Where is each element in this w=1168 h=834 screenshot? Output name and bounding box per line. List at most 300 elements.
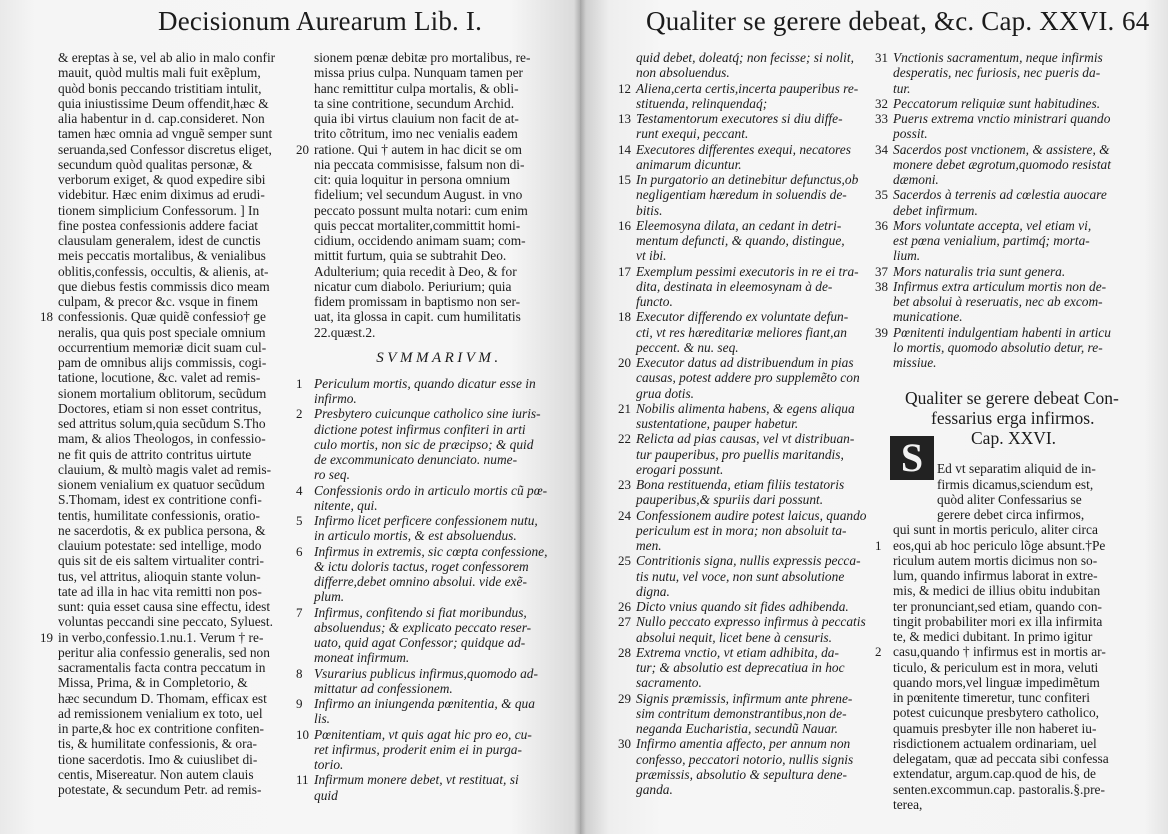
page-number: 64 [1122,6,1150,36]
text-line [893,294,1155,309]
line-text: Infirmum monere debet, vt restituat, si [314,772,519,788]
margin-number: 21 [618,400,631,416]
text-line [314,81,564,96]
text-line [636,65,864,80]
text-line [636,721,864,736]
text-line [636,233,864,248]
line-text: Infirmus, confitendo si fiat moribundus, [314,604,527,620]
text-line [618,553,864,569]
line-text: confesso, peccatori notorio, nullis signis [636,751,854,767]
margin-number: 8 [296,665,303,681]
text-line [636,126,864,141]
text-line [314,620,564,635]
line-text: peritur alia confessio generalis, sed non [58,644,270,660]
line-text: bitis. [636,202,663,218]
text-line [58,279,298,294]
line-text: quamuis presbyter ille non haberet iu- [893,720,1097,736]
text-line [58,81,298,96]
margin-number: 17 [618,263,631,279]
text-line [314,294,564,309]
text-line [58,767,298,782]
text-line [893,157,1155,172]
text-line [58,660,298,675]
line-text: sionem venialium ex quatuor secũdum [58,477,265,492]
line-text: Mors naturalis tria sunt genera. [893,263,1066,279]
margin-number: 7 [296,604,303,620]
text-line [636,203,864,218]
line-text: mittatur ad confessionem. [314,680,453,696]
margin-number: 20 [296,141,309,157]
line-text: Pœnitentiam, vt quis agat hic pro eo, cu- [314,726,532,742]
line-text: in pœnitente timeretur, tunc confiteri [893,690,1090,705]
margin-number: 20 [618,355,631,370]
line-text: Nullo peccato expresso infirmus à peccatis [636,614,866,630]
text-line [58,370,298,385]
margin-number: 37 [875,263,888,279]
text-line [296,513,564,528]
margin-number: 28 [618,644,631,660]
text-line [893,355,1155,370]
text-line [893,782,1155,797]
text-line [893,690,1155,705]
line-text: tione sacerdotis. Imo & cuiuslibet di- [58,751,258,767]
text-line [58,599,298,614]
line-text: delegatam, quæ ad peccata sibi confessa [893,751,1109,766]
text-line [636,630,864,645]
line-text: extendatur, argum.cap.quod de his, de [893,766,1096,782]
line-text: tis, & humilitate confessionis, & ora- [58,736,257,752]
text-line [618,400,864,416]
line-text: desperatis, nec furiosis, nec pueris da- [893,65,1101,81]
text-line [314,788,564,803]
line-text: tus, vel attritus, alioquin stante volun- [58,568,261,584]
margin-number: 36 [875,217,888,233]
text-line [314,574,564,589]
line-text: ganda. [636,782,673,797]
text-line [296,141,564,157]
line-text: lum, quando infirmus laborat in extre- [893,568,1098,583]
text-line [58,675,298,690]
line-text: fine postea confessionis addere faciat [58,217,259,233]
text-line [58,218,298,233]
line-text: clausulam generalem, idest de cunctis [58,233,261,248]
text-line [314,635,564,650]
text-line [636,340,864,355]
text-line [893,507,1155,522]
line-text: In purgatorio an detinebitur defunctus,ob [636,172,859,187]
line-text: voluntas peccandi sine peccato, Syluest. [58,614,273,630]
line-text: oblitis,confessis, occultis, & alienis, at- [58,263,269,279]
chapter-body [875,461,1155,812]
line-text: ret infirmus, proderit enim ei in purga- [314,741,522,757]
line-text: tatione, locutione, &c. valet ad remis- [58,370,261,386]
margin-number: 22 [618,431,631,447]
line-text: clauium, & multò magis valet ad remis- [58,461,272,477]
line-text: firmis dicamus,sciendum est, [937,476,1094,492]
line-text: functo. [636,294,673,309]
line-text: men. [636,538,662,553]
text-line [314,309,564,324]
text-line [314,757,564,772]
text-line [636,187,864,202]
margin-number: 39 [875,324,888,340]
margin-number: 29 [618,690,631,706]
text-line [314,264,564,279]
summarium-heading: SVMMARIVM. [376,349,502,366]
line-text: est pœna venialium, partimq́; morta- [893,233,1090,248]
text-line [636,752,864,767]
line-text: dita, destinata in eleemosynam à de- [636,278,833,294]
line-text: quid [314,787,338,803]
line-text: casu,quando † infirmus est in mortis ar- [893,644,1106,660]
line-text: hanc remittitur culpa mortalis, & obli- [314,80,519,96]
line-text: nicatur cum diabolo. Periurium; quia [314,278,512,294]
text-line [618,431,864,447]
margin-number: 13 [618,111,631,126]
text-line [58,142,298,157]
text-line [636,96,864,111]
text-line [636,584,864,599]
margin-number: 11 [296,772,309,788]
text-line [58,233,298,248]
text-line [58,462,298,477]
text-line [618,599,864,614]
line-text: mauit, quòd multis mali fuit exẽplum, [58,65,261,81]
line-text: verborum exiget, & quod expedire sibi [58,172,266,187]
text-line [314,650,564,665]
line-text: Periculum mortis, quando dicatur esse in [314,375,536,391]
text-line [314,391,564,406]
text-line [893,81,1155,96]
line-text: riculum autem mortis dicimus non so- [893,552,1098,568]
line-text: S.Thomam, idest ex contritione confi- [58,492,262,508]
text-line [893,340,1155,355]
line-text: municatione. [893,309,963,325]
margin-number: 1 [296,375,303,391]
text-line [58,584,298,599]
text-line [314,65,564,80]
text-line [58,340,298,355]
line-text: Sacerdos post vnctionem, & assistere, & [893,141,1110,157]
line-text: sed attritus solum,quia secũdum S.Tho [58,416,266,431]
text-line [893,233,1155,248]
line-text: Aliena,certa certis,incerta pauperibus re- [636,80,859,96]
text-line [314,742,564,757]
margin-number: 27 [618,614,631,630]
text-line [296,696,564,711]
text-line [636,706,864,721]
margin-number: 2 [875,644,882,660]
text-line [875,111,1155,126]
text-line [314,325,564,340]
text-line [875,50,1155,65]
line-text: tentis, humilitate confessionis, oratio- [58,507,260,523]
text-line [636,462,864,477]
line-text: neganda Eucharistia, secundũ Nauar. [636,721,838,736]
margin-number: 18 [40,309,53,325]
text-line [893,736,1155,751]
line-text: Confessionis ordo in articulo mortis cũ pœ- [314,482,548,498]
line-text: quòd bonis peccando tristitiam intulit, [58,80,262,96]
line-text: ro seq. [314,467,350,483]
text-line [893,629,1155,644]
text-line [636,325,864,340]
text-line [636,538,864,553]
chapter-heading-line2: fessarius erga infirmos. [931,408,1095,429]
line-text: mam, & alios Theologos, in confessio- [58,431,266,447]
text-line [875,217,1155,233]
text-line [314,437,564,452]
margin-number: 30 [618,736,631,752]
line-text: sim contritum demonstrantibus,non de- [636,705,847,721]
line-text: Peccatorum reliquiæ sunt habitudines. [893,95,1101,111]
text-line [296,665,564,681]
line-text: Pœnitenti indulgentiam habenti in articu [893,324,1111,340]
margin-number: 5 [296,513,303,528]
text-line [58,553,298,568]
line-text: lo mortis, quomodo absolutio detur, re- [893,339,1103,355]
line-text: in verbo,confessio.1.nu.1. Verum † re- [58,629,264,645]
text-line [314,218,564,233]
text-line [636,660,864,675]
line-text: vt ibi. [636,248,667,264]
line-text: ne fit quis de attrito contritus uirtute [58,446,252,462]
text-line [314,203,564,218]
line-text: tis nutu, vel voce, non sunt absolutione [636,568,845,584]
text-line [58,401,298,416]
line-text: cidium, occidendo animam suam; com- [314,233,526,248]
line-text: Adulterium; quia recedit à Deo, & for [314,263,517,279]
line-text: in articulo mortis, & est absoluendus. [314,528,517,544]
text-line [618,644,864,660]
line-text: mis, & medici de illius obitu indubitan [893,583,1101,599]
text-line [618,80,864,96]
text-line [58,325,298,340]
text-line [636,416,864,431]
text-line [636,523,864,538]
text-line [296,375,564,391]
right-col2-list [875,50,1155,370]
line-text: animarum dicuntur. [636,156,742,172]
text-line [636,50,864,65]
text-line [618,507,867,523]
line-text: dictione potest infirmus confiteri in arti [314,421,526,437]
text-line [58,126,298,141]
summarium-list [296,375,564,803]
line-text: Testamentorum executores si diu diffe- [636,111,843,126]
line-text: tingit probabiliter mori ex illa infirmita [893,613,1103,629]
line-text: quid debet, doleatq́; non fecisse; si nolit, [636,50,854,65]
line-text: sionem mortalium oblitorum, secũdum [58,385,267,401]
margin-number: 24 [618,507,631,523]
text-line [314,111,564,126]
text-line [875,324,1155,340]
line-text: potest cuicunque presbytero catholico, [893,705,1099,721]
line-text: Ed vt separatim aliquid de in- [937,461,1096,477]
left-col1 [40,50,298,797]
line-text: 22.quæst.2. [314,324,376,340]
margin-number: 25 [618,553,631,569]
text-line [636,767,864,782]
text-line [618,614,866,630]
text-line [893,721,1155,736]
text-line [636,675,864,690]
text-line [893,65,1155,80]
text-line [314,248,564,263]
line-text: bet absolui à reseruatis, nec ab excom- [893,294,1103,309]
text-line [618,477,864,492]
text-line [314,452,564,467]
text-line [296,726,564,742]
text-line [314,528,564,543]
line-text: peccent. & nu. seq. [636,339,739,355]
line-text: qui sunt in mortis periculo, aliter circa [893,522,1098,538]
text-line [58,416,298,431]
line-text: senten.excommun.cap. pastoralis.§.pre- [893,781,1105,797]
line-text: plum. [314,589,345,605]
line-text: fidem promissam in baptismo non ser- [314,294,521,309]
text-line [875,537,1155,553]
line-text: absolui nequit, licet bene à censuris. [636,629,832,645]
text-line [314,172,564,187]
line-text: erogari possunt. [636,461,724,477]
line-text: eos,qui ab hoc periculo lõge absunt.†Pe [893,537,1106,553]
line-text: Bona restituenda, etiam filiis testatoris [636,477,845,492]
line-text: sacramento. [636,675,702,691]
text-line [618,690,864,706]
text-line [40,629,298,645]
text-line [636,386,864,401]
line-text: Contritionis signa, nullis expressis pecca- [636,553,861,569]
line-text: uato, quid agat Confessor; quidque ad- [314,635,526,650]
text-line [314,589,564,604]
chapter-heading-line3: Cap. XXVI. [971,428,1057,449]
line-text: quis sit de eis saltem virtualiter contri- [58,553,265,569]
right-col2 [875,50,1155,812]
text-line [58,264,298,279]
text-line [875,95,1155,111]
line-text: sunt: quia esset causa sine effectu, idest [58,599,271,614]
line-text: occurrentium memoriæ dicit suam cul- [58,339,267,355]
line-text: fidelium; vel secundum August. in vno [314,187,523,203]
line-text: quia iniustissime Deum offendit,hæc & [58,95,269,111]
text-line [314,422,564,437]
text-line [58,782,298,797]
text-line [893,248,1155,263]
gutter-shadow [574,0,586,834]
line-text: potestate, & secundum Petr. ad remis- [58,782,262,797]
text-line [618,217,864,233]
text-line [314,711,564,726]
text-line [58,721,298,736]
text-line [893,492,1155,507]
line-text: differre,debet omnino absolui. vide exẽ- [314,574,527,589]
text-line [618,111,864,126]
text-line [893,614,1155,629]
text-line [618,172,864,187]
text-line [314,498,564,513]
line-text: meis peccatis mortalibus, & venialibus [58,248,266,264]
text-line [636,370,864,385]
text-line [58,508,298,523]
line-text: Vnctionis sacramentum, neque infirmis [893,50,1103,65]
right-running-head: Qualiter se gerere debeat, &c. Cap. XXVI. [646,6,1115,36]
line-text: sionem pœnæ debitæ pro mortalibus, re- [314,50,531,65]
text-line [58,172,298,187]
text-line [58,386,298,401]
text-line [314,279,564,294]
line-text: monere debet ægrotum,quomodo resistat [893,156,1111,172]
text-line [636,294,864,309]
line-text: uat, ita glossa in capit. cum humilitatis [314,309,521,325]
text-line [58,645,298,660]
left-running-head: Decisionum Aurearum Lib. I. [158,6,483,36]
line-text: peccato possunt multa notari: cum enim [314,202,528,218]
text-line [58,691,298,706]
margin-number: 15 [618,172,631,187]
left-col1-lines [40,50,298,797]
line-text: sustentatione, pauper habetur. [636,416,799,431]
line-text: missiue. [893,355,937,370]
margin-number: 4 [296,482,303,498]
margin-number: 18 [618,309,631,325]
line-text: possit. [893,126,928,142]
text-line [58,431,298,446]
line-text: moneat infirmum. [314,650,410,666]
text-line [58,187,298,202]
line-text: hæc secundum D. Thomam, efficax est [58,690,267,706]
margin-number: 9 [296,696,303,711]
text-line [58,706,298,721]
line-text: de excommunicato denunciato. nume- [314,452,518,467]
text-line [40,309,298,325]
line-text: digna. [636,583,670,599]
line-text: alia habentur in d. cap.consideret. Non [58,111,265,126]
line-text: tur; & absolutio est deprecatiua in hoc [636,660,845,675]
margin-number: 33 [875,111,888,126]
left-col2-lines [296,50,564,340]
text-line [58,752,298,767]
line-text: tionem simplicium Confessorum. ] In [58,202,260,218]
text-line [296,406,564,422]
line-text: culpam, & precor &c. vsque in finem [58,294,259,309]
text-line [875,278,1155,294]
text-line [893,766,1155,781]
text-line [314,50,564,65]
text-line [618,736,864,752]
line-text: sacramentalis facta contra peccatum in [58,660,266,675]
text-line [636,157,864,172]
text-line [893,583,1155,598]
margin-number: 26 [618,599,631,614]
line-text: debet infirmum. [893,202,978,218]
line-text: ad remissionem venialium ex toto, uel [58,705,263,721]
margin-number: 12 [618,80,631,96]
decorated-initial [890,436,934,480]
margin-number: 31 [875,50,888,65]
margin-number: 23 [618,477,631,492]
left-col2 [296,50,564,803]
line-text: tur. [893,80,911,96]
line-text: & ereptas à se, vel ab alio in malo confir [58,50,276,65]
line-text: quando mors,vel linguæ impedimẽtum [893,674,1100,690]
line-text: Executor datus ad distribuendum in pias [636,355,854,370]
line-text: ratione. Qui † autem in hac dicit se om [314,141,522,157]
text-line [636,248,864,263]
text-line [314,233,564,248]
line-text: Presbytero cuicunque catholico sine iuris- [314,406,541,422]
line-text: Puerıs extrema vnctio ministrari quando [893,111,1111,126]
